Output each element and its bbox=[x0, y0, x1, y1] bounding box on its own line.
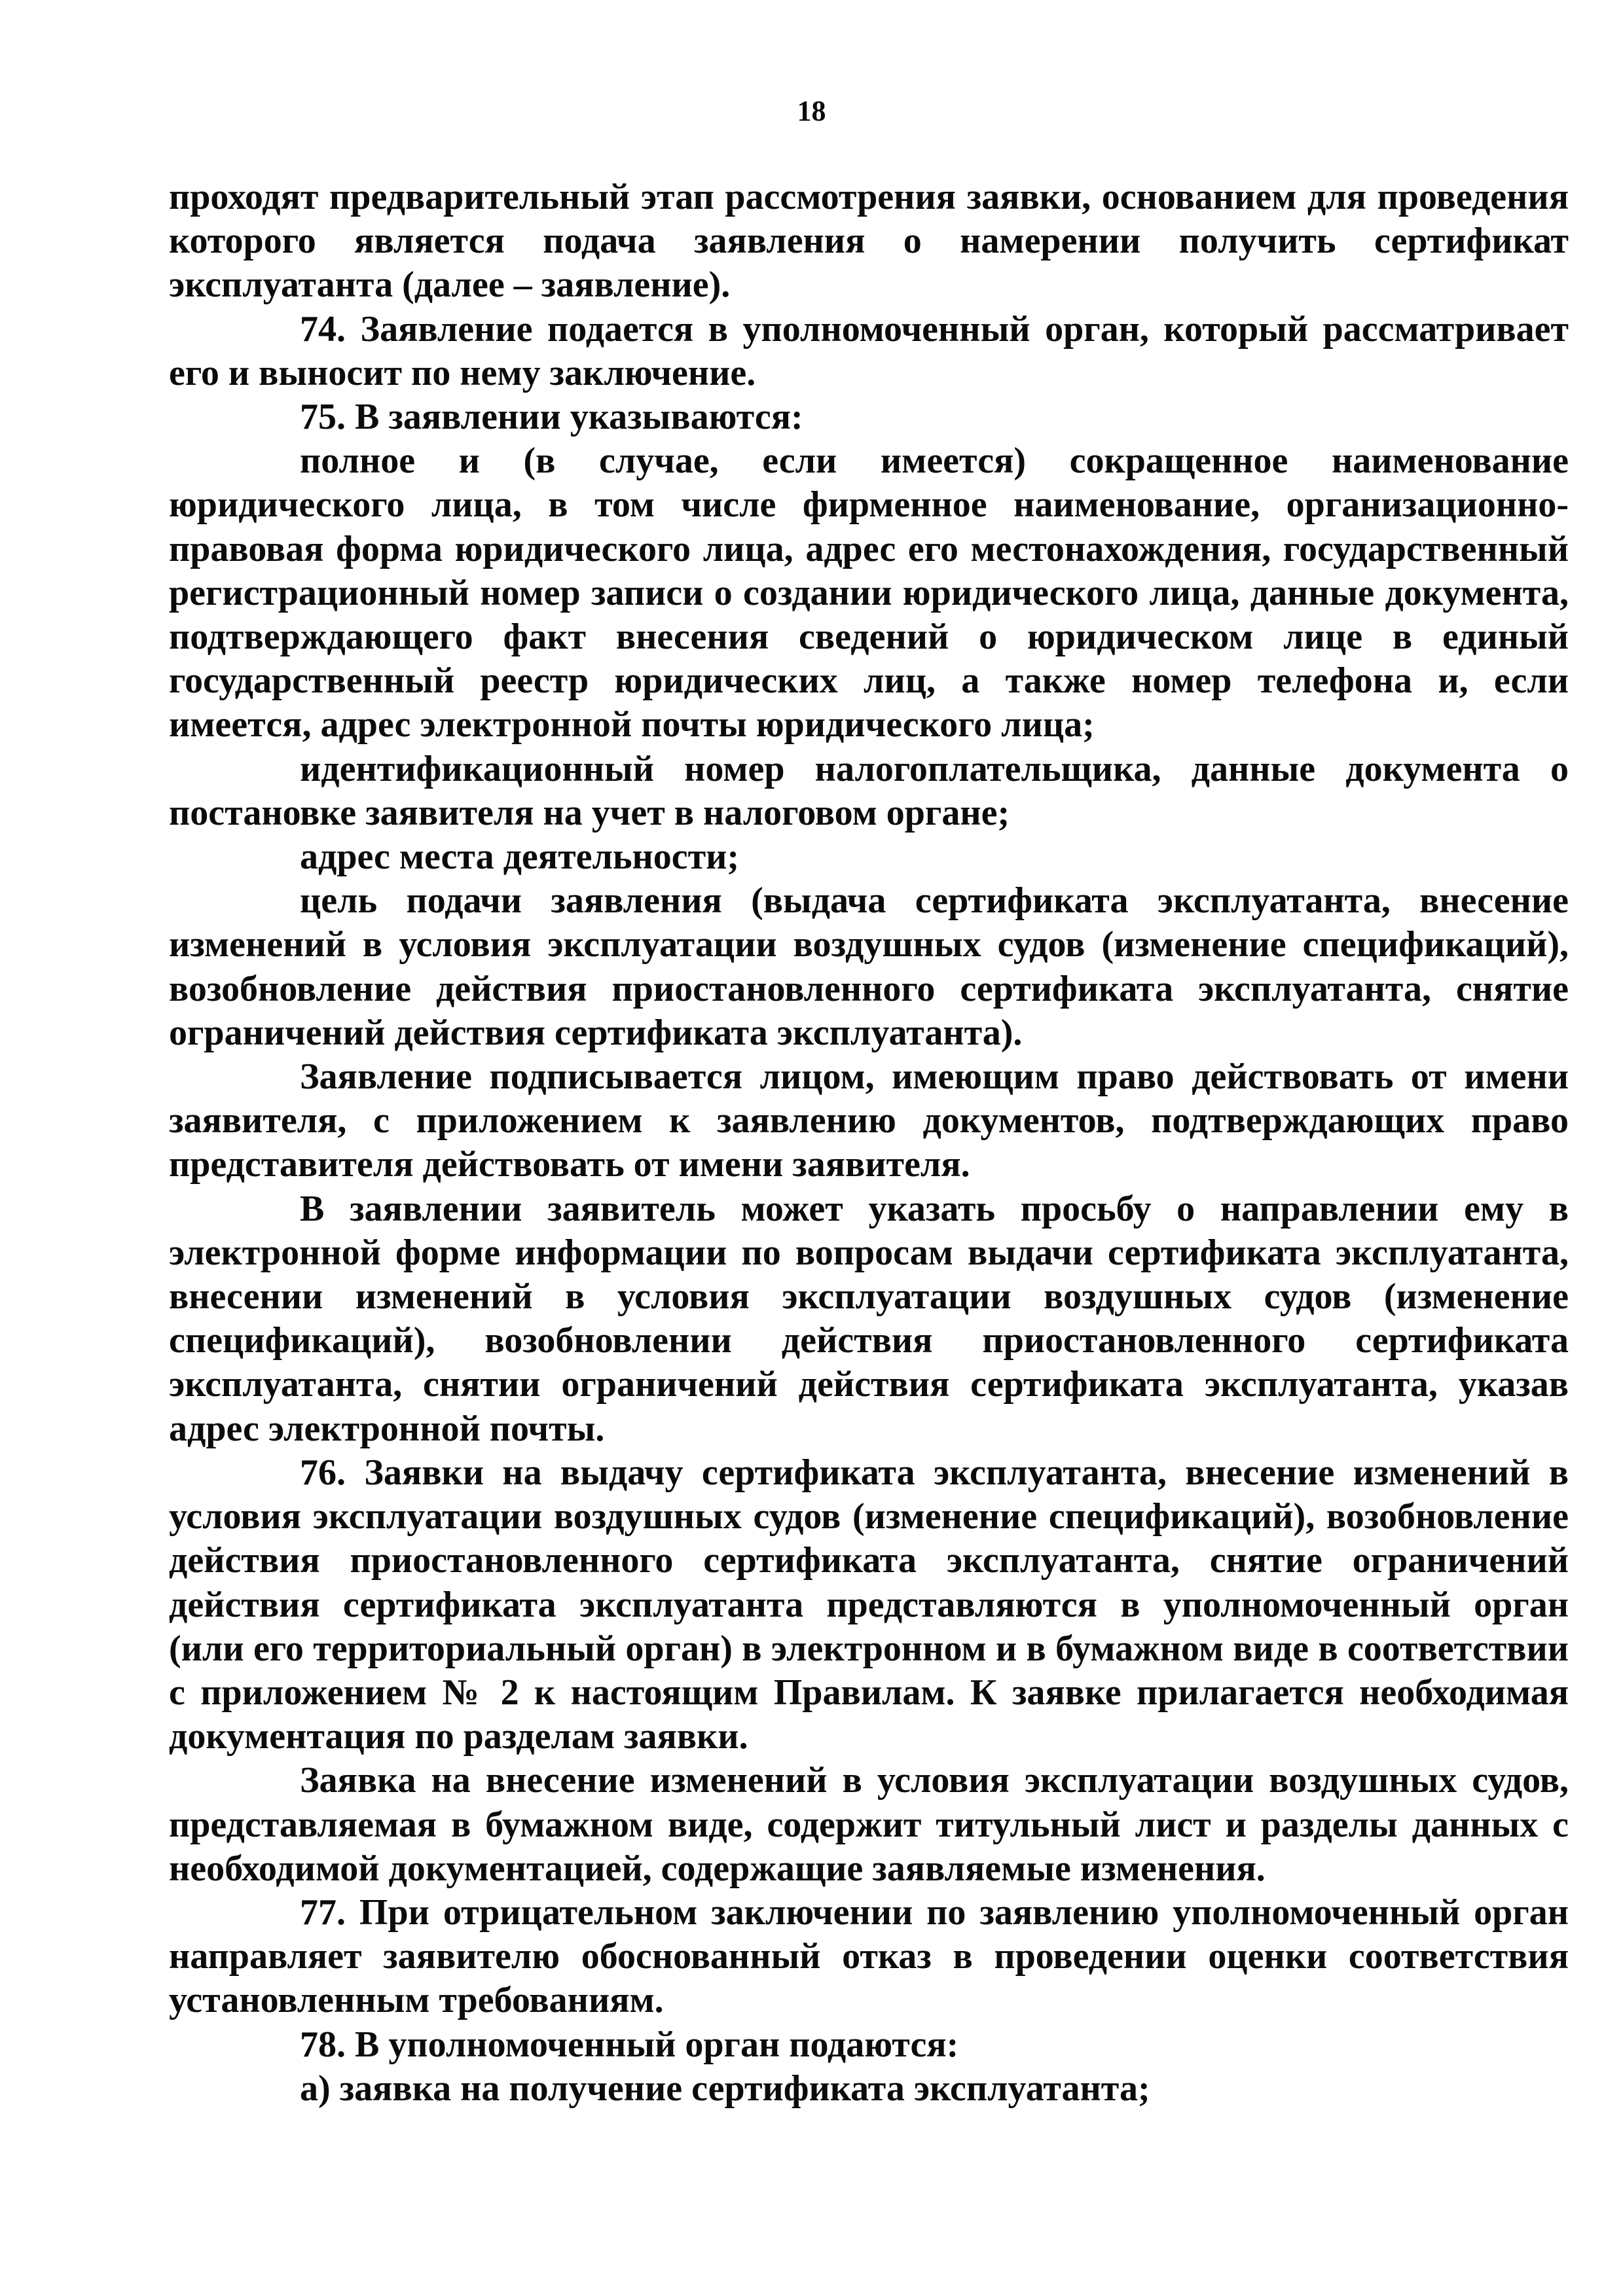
paragraph-75-item-name: полное и (в случае, если имеется) сокращенное наименование юридического лица, в том числе фирменное наименование, организационно-правовая форма юридического лица, адрес его местонахождения, государственный регистрационный номер записи о создании юридического лица, данные документа, подтверждающего факт внесения сведений о юридическом лице в единый государственный реестр юридических лиц, а также номер телефона и, если имеется, адрес электронной почты юридического лица; bbox=[169, 440, 1569, 745]
paragraph-77: 77. При отрицательном заключении по заявлению уполномоченный орган направляет заявителю обоснованный отказ в проведении оценки соответствия установленным требованиям. bbox=[169, 1892, 1569, 2021]
paragraph-78: 78. В уполномоченный орган подаются: bbox=[300, 2024, 959, 2065]
paragraph-74: 74. Заявление подается в уполномоченный орган, который рассматривает его и выносит по нему заключение. bbox=[169, 308, 1569, 393]
paragraph-75-item-address: адрес места деятельности; bbox=[300, 836, 740, 878]
paragraph-75-item-purpose: цель подачи заявления (выдача сертификата эксплуатанта, внесение изменений в условия эксплуатации воздушных судов (изменение спецификаций), возобновление действия приостановленного сертификата эксплуатанта, снятие ограничений действия сертификата эксплуатанта). bbox=[169, 880, 1569, 1053]
paragraph-75-item-tax-id: идентификационный номер налогоплательщика, данные документа о постановке заявителя на учет в налоговом органе; bbox=[169, 748, 1569, 833]
paragraph-78-item-a: а) заявка на получение сертификата эксплуатанта; bbox=[300, 2068, 1150, 2109]
paragraph-75-signature: Заявление подписывается лицом, имеющим право действовать от имени заявителя, с приложением к заявлению документов, подтверждающих право представителя действовать от имени заявителя. bbox=[169, 1056, 1569, 1185]
paragraph-75-electronic-request: В заявлении заявитель может указать просьбу о направлении ему в электронной форме информации по вопросам выдачи сертификата эксплуатанта, внесении изменений в условия эксплуатации воздушных судов (изменение спецификаций), возобновлении действия приостановленного сертификата эксплуатанта, снятии ограничений действия сертификата эксплуатанта, указав адрес электронной почты. bbox=[169, 1188, 1569, 1449]
paragraph-75: 75. В заявлении указываются: bbox=[300, 397, 803, 438]
paragraph-76: 76. Заявки на выдачу сертификата эксплуатанта, внесение изменений в условия эксплуатации воздушных судов (изменение спецификаций), возобновление действия приостановленного сертификата эксплуатанта, снятие ограничений действия сертификата эксплуатанта представляются в уполномоченный орган (или его территориальный орган) в электронном и в бумажном виде в соответствии с приложением № 2 к настоящим Правилам. К заявке прилагается необходимая документация по разделам заявки. bbox=[169, 1452, 1569, 1757]
page-number: 18 bbox=[797, 95, 826, 127]
document-body bbox=[169, 175, 1569, 2111]
paragraph-76-changes: Заявка на внесение изменений в условия эксплуатации воздушных судов, представляемая в бумажном виде, содержит титульный лист и разделы данных с необходимой документацией, содержащие заявляемые изменения. bbox=[169, 1760, 1569, 1889]
paragraph-continuation: проходят предварительный этап рассмотрения заявки, основанием для проведения которого является подача заявления о намерении получить сертификат эксплуатанта (далее – заявление). bbox=[169, 177, 1569, 306]
